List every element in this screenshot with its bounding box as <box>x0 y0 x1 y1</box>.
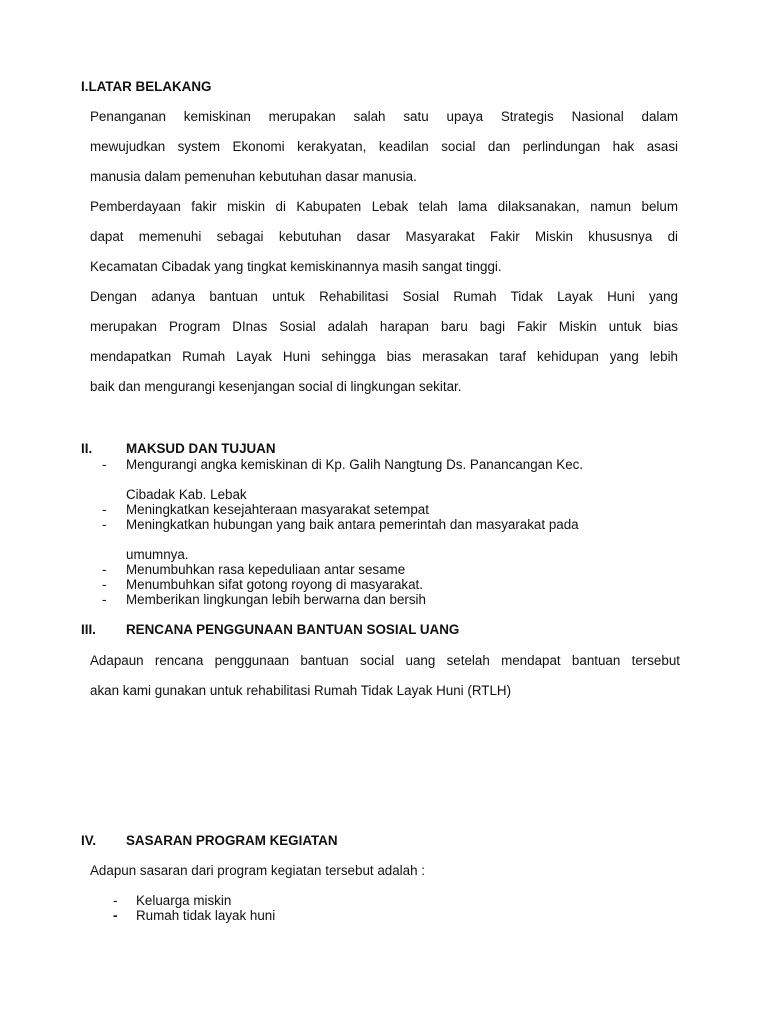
paragraph-line: Pemberdayaan fakir miskin di Kabupaten Lebak telah lama dilaksanakan, namun belum <box>90 199 678 214</box>
section-2-list <box>102 457 686 607</box>
section-3-number: III. <box>81 622 96 637</box>
section-4-list <box>113 893 536 923</box>
list-item-text: Menumbuhkan sifat gotong royong di masyarakat. <box>126 577 423 592</box>
section-4-intro: Adapun sasaran dari program kegiatan tersebut adalah : <box>90 863 425 878</box>
list-item-continuation: Cibadak Kab. Lebak <box>126 487 247 502</box>
list-dash: - <box>102 592 107 607</box>
list-item-continuation: umumnya. <box>126 547 189 562</box>
list-item-text: Meningkatkan kesejahteraan masyarakat setempat <box>126 502 429 517</box>
paragraph-line: baik dan mengurangi kesenjangan social di lingkungan sekitar. <box>90 379 462 394</box>
paragraph-line: mewujudkan system Ekonomi kerakyatan, keadilan social dan perlindungan hak asasi <box>90 139 678 154</box>
paragraph-line: mendapatkan Rumah Layak Huni sehingga bias merasakan taraf kehidupan yang lebih <box>90 349 678 364</box>
list-item <box>102 502 686 517</box>
section-1-heading: I.LATAR BELAKANG <box>81 79 212 94</box>
list-item-text: Memberikan lingkungan lebih berwarna dan bersih <box>126 592 426 607</box>
list-item <box>113 893 536 908</box>
list-item <box>102 517 686 562</box>
paragraph-line: Adapaun rencana penggunaan bantuan social uang setelah mendapat bantuan tersebut <box>90 653 680 668</box>
list-item <box>102 457 686 502</box>
section-3-heading: RENCANA PENGGUNAAN BANTUAN SOSIAL UANG <box>126 622 460 637</box>
paragraph-line: manusia dalam pemenuhan kebutuhan dasar manusia. <box>90 169 417 184</box>
list-item-text: Menumbuhkan rasa kepeduliaan antar sesame <box>126 562 406 577</box>
list-dash: - <box>102 562 107 577</box>
list-dash: - <box>113 908 118 923</box>
list-dash: - <box>102 502 107 517</box>
paragraph-line: dapat memenuhi sebagai kebutuhan dasar Masyarakat Fakir Miskin khususnya di <box>90 229 678 244</box>
list-item-text: Rumah tidak layak huni <box>136 908 276 923</box>
paragraph-line: merupakan Program DInas Sosial adalah harapan baru bagi Fakir Miskin untuk bias <box>90 319 678 334</box>
paragraph-line: akan kami gunakan untuk rehabilitasi Rumah Tidak Layak Huni (RTLH) <box>90 683 512 698</box>
list-item-text: Meningkatkan hubungan yang baik antara pemerintah dan masyarakat pada <box>126 517 579 532</box>
section-2-heading: MAKSUD DAN TUJUAN <box>126 441 276 456</box>
list-item <box>102 577 686 592</box>
list-item <box>113 908 536 923</box>
paragraph-line: Kecamatan Cibadak yang tingkat kemiskinannya masih sangat tinggi. <box>90 259 502 274</box>
paragraph-line: Penanganan kemiskinan merupakan salah satu upaya Strategis Nasional dalam <box>90 109 678 124</box>
list-dash: - <box>102 517 107 532</box>
section-4-number: IV. <box>81 833 97 848</box>
paragraph-line: Dengan adanya bantuan untuk Rehabilitasi Sosial Rumah Tidak Layak Huni yang <box>90 289 678 304</box>
list-item <box>102 562 686 577</box>
list-dash: - <box>102 457 107 472</box>
list-item <box>102 592 686 607</box>
section-4-heading: SASARAN PROGRAM KEGIATAN <box>126 833 338 848</box>
list-item-text: Mengurangi angka kemiskinan di Kp. Galih Nangtung Ds. Panancangan Kec. <box>126 457 584 472</box>
section-2-number: II. <box>81 441 93 456</box>
list-dash: - <box>102 577 107 592</box>
list-item-text: Keluarga miskin <box>136 893 232 908</box>
list-dash: - <box>113 893 118 908</box>
